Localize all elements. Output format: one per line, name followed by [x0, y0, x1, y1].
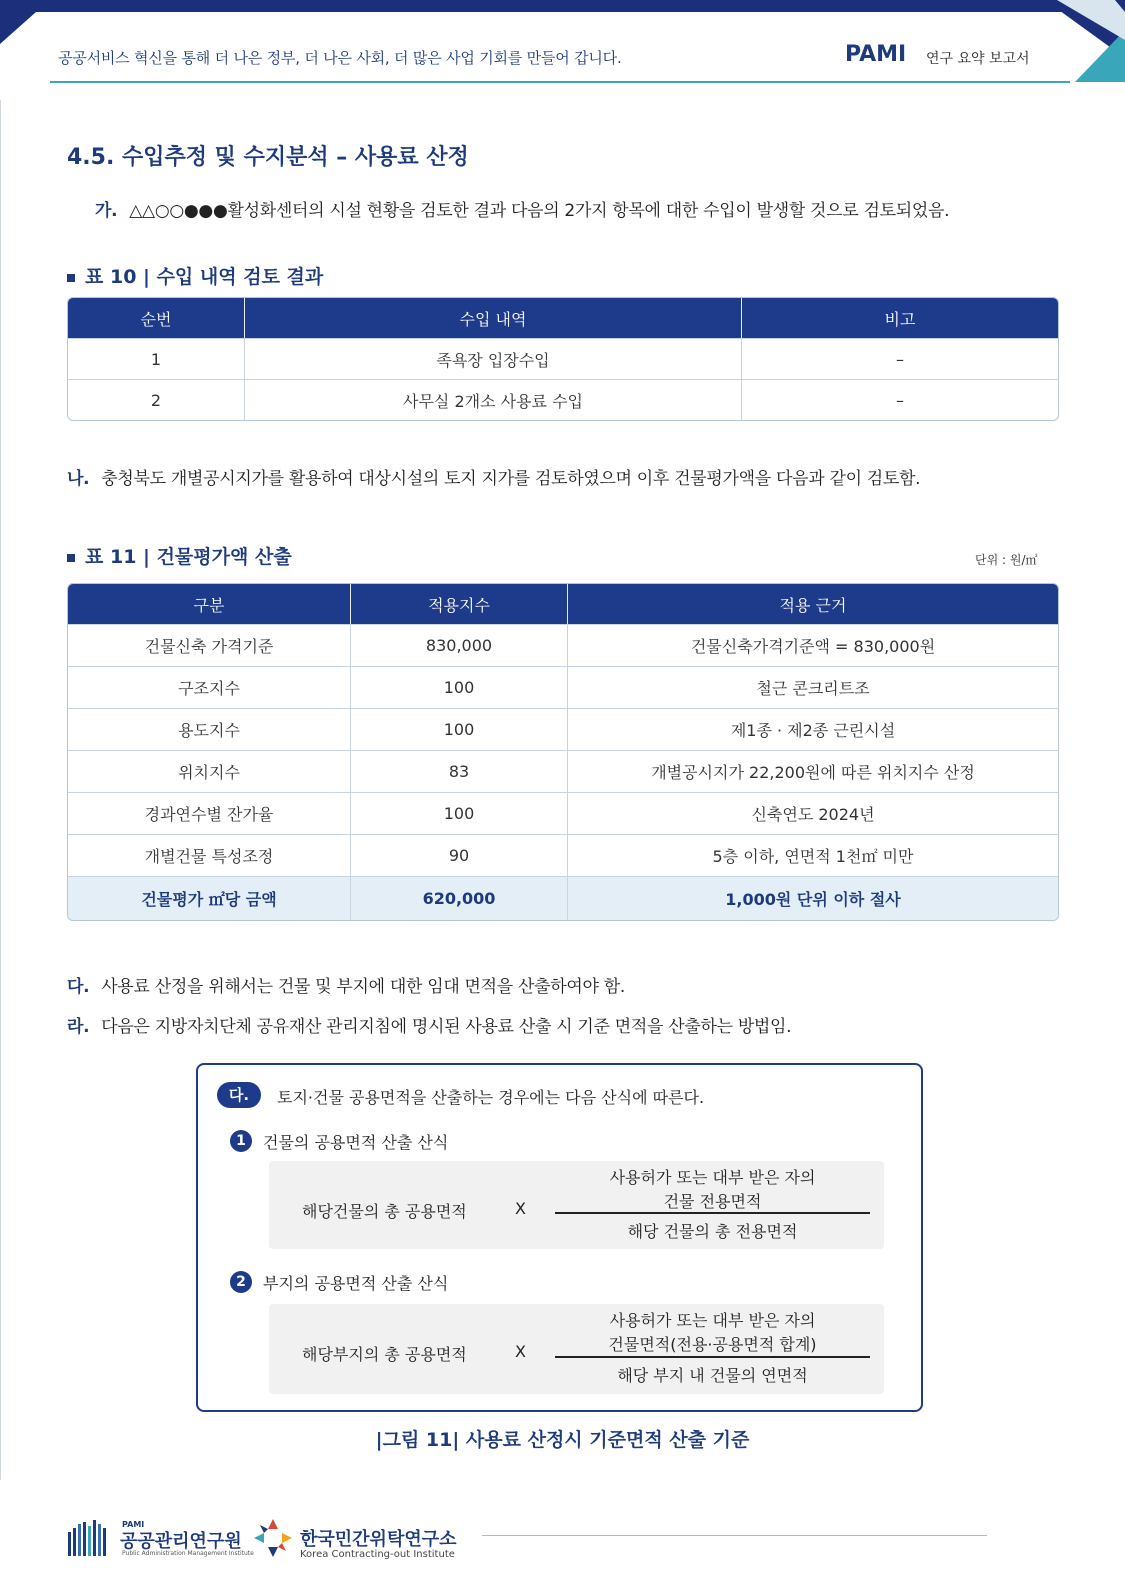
formula1-title: 건물의 공용면적 산출 산식 — [263, 1133, 449, 1152]
table-cell: 100 — [350, 708, 567, 750]
paragraph-text: 다음은 지방자치단체 공유재산 관리지침에 명시된 사용료 산출 시 기준 면적을 산출하는 방법임. — [101, 1017, 792, 1037]
table11-title-text: 표 11 | 건물평가액 산출 — [85, 546, 292, 568]
square-bullet-icon — [67, 554, 75, 562]
table-header: 구분 — [68, 584, 350, 624]
table-cell: 90 — [350, 834, 567, 876]
fraction-bar — [555, 1212, 870, 1214]
header-slogan: 공공서비스 혁신을 통해 더 나은 정부, 더 나은 사회, 더 많은 사업 기회를 만들어 갑니다. — [58, 49, 622, 67]
table-cell: 경과연수별 잔가율 — [68, 792, 350, 834]
paragraph-marker: 라. — [67, 1017, 90, 1037]
formula2-denominator: 해당 부지 내 건물의 연면적 — [617, 1366, 808, 1385]
figure-caption: |그림 11| 사용료 산정시 기준면적 산출 기준 — [375, 1429, 750, 1451]
paragraph-marker: 다. — [67, 977, 90, 997]
org1-subtitle: Public Administration Management Institute — [122, 1550, 254, 1557]
paragraph-marker: 나. — [67, 469, 90, 489]
times-sign: X — [515, 1342, 526, 1361]
formula2-numerator-line2: 건물면적(전용·공용면적 합계) — [608, 1335, 817, 1354]
footer-divider — [482, 1535, 987, 1536]
table11 — [67, 583, 1059, 921]
table-header: 순번 — [68, 298, 244, 338]
org1-name: 공공관리연구원 — [120, 1531, 242, 1552]
paragraph-da — [67, 972, 625, 997]
table11-title — [67, 542, 292, 569]
paragraph-ra — [67, 1012, 791, 1037]
table-row — [68, 666, 1058, 708]
section-title: 4.5. 수입추정 및 수지분석 – 사용료 산정 — [67, 145, 469, 170]
table-row — [68, 792, 1058, 834]
table-cell: 1 — [68, 338, 244, 379]
table-header: 비고 — [741, 298, 1058, 338]
formula1-left: 해당건물의 총 공용면적 — [302, 1202, 467, 1221]
table-cell: 사무실 2개소 사용료 수입 — [244, 379, 741, 420]
table10-title — [67, 262, 323, 289]
org2-subtitle: Korea Contracting-out Institute — [300, 1549, 455, 1560]
times-sign: X — [515, 1199, 526, 1218]
header-corner-left — [0, 12, 36, 44]
table-cell: – — [741, 338, 1058, 379]
table-cell: 건물신축가격기준액 = 830,000원 — [567, 624, 1058, 666]
formula1-numerator-line2: 건물 전용면적 — [663, 1192, 762, 1211]
table-cell: 개별공시지가 22,200원에 따른 위치지수 산정 — [567, 750, 1058, 792]
formula2-left: 해당부지의 총 공용면적 — [302, 1345, 467, 1364]
table-row — [68, 834, 1058, 876]
table-cell: 100 — [350, 792, 567, 834]
table-header: 수입 내역 — [244, 298, 741, 338]
table-cell: 83 — [350, 750, 567, 792]
formula1-denominator: 해당 건물의 총 전용면적 — [627, 1222, 798, 1241]
table-cell: 건물평가 ㎡당 금액 — [68, 876, 350, 920]
table-cell: 신축연도 2024년 — [567, 792, 1058, 834]
table10-title-text: 표 10 | 수입 내역 검토 결과 — [85, 266, 324, 288]
table-cell: 용도지수 — [68, 708, 350, 750]
table-row — [68, 338, 1058, 379]
formula-pill: 다. — [217, 1082, 261, 1108]
fraction-bar — [555, 1356, 870, 1358]
header-divider — [50, 81, 1070, 83]
table-header: 적용지수 — [350, 584, 567, 624]
paragraph-text: △△○○●●●활성화센터의 시설 현황을 검토한 결과 다음의 2가지 항목에 대한 수입이 발생할 것으로 검토되었음. — [129, 201, 950, 221]
table-header: 적용 근거 — [567, 584, 1058, 624]
org1-abbr: PAMI — [122, 1520, 145, 1529]
table-cell: 1,000원 단위 이하 절사 — [567, 876, 1058, 920]
formula2-title: 부지의 공용면적 산출 산식 — [263, 1274, 449, 1293]
table-row — [68, 708, 1058, 750]
header-report-type: 연구 요약 보고서 — [926, 51, 1030, 67]
table-cell: 족욕장 입장수입 — [244, 338, 741, 379]
table-cell: 구조지수 — [68, 666, 350, 708]
table-cell: 건물신축 가격기준 — [68, 624, 350, 666]
page-left-rule — [0, 100, 1, 1480]
header-brand: PAMI — [845, 42, 907, 67]
table-cell: 2 — [68, 379, 244, 420]
formula-intro: 토지·건물 공용면적을 산출하는 경우에는 다음 산식에 따른다. — [277, 1088, 705, 1107]
table-cell: 제1종 · 제2종 근린시설 — [567, 708, 1058, 750]
table-cell: – — [741, 379, 1058, 420]
table-cell: 위치지수 — [68, 750, 350, 792]
formula2-numerator-line1: 사용허가 또는 대부 받은 자의 — [609, 1311, 816, 1330]
formula1-numerator-line1: 사용허가 또는 대부 받은 자의 — [609, 1168, 816, 1187]
table-cell: 100 — [350, 666, 567, 708]
paragraph-na — [67, 464, 920, 489]
table-cell: 830,000 — [350, 624, 567, 666]
table-row — [68, 750, 1058, 792]
paragraph-text: 사용료 산정을 위해서는 건물 및 부지에 대한 임대 면적을 산출하여야 함. — [101, 977, 625, 997]
number-badge: 1 — [230, 1130, 252, 1152]
pami-logo-icon — [68, 1520, 108, 1556]
table10 — [67, 297, 1059, 421]
table-summary-row — [68, 876, 1058, 920]
table-cell: 620,000 — [350, 876, 567, 920]
table-row — [68, 624, 1058, 666]
paragraph-ga — [95, 196, 949, 221]
paragraph-text: 충청북도 개별공시지가를 활용하여 대상시설의 토지 지가를 검토하였으며 이후 건물평가액을 다음과 같이 검토함. — [101, 469, 921, 489]
table-cell: 개별건물 특성조정 — [68, 834, 350, 876]
kci-logo-icon — [252, 1517, 294, 1559]
table11-unit: 단위 : 원/㎡ — [975, 553, 1038, 567]
paragraph-marker: 가. — [95, 201, 118, 221]
square-bullet-icon — [67, 274, 75, 282]
table-row — [68, 379, 1058, 420]
number-badge: 2 — [230, 1271, 252, 1293]
header-band — [0, 0, 1125, 12]
org2-name: 한국민간위탁연구소 — [300, 1529, 457, 1550]
table-cell: 철근 콘크리트조 — [567, 666, 1058, 708]
table-cell: 5층 이하, 연면적 1천㎡ 미만 — [567, 834, 1058, 876]
header-corner-right — [1045, 0, 1125, 82]
